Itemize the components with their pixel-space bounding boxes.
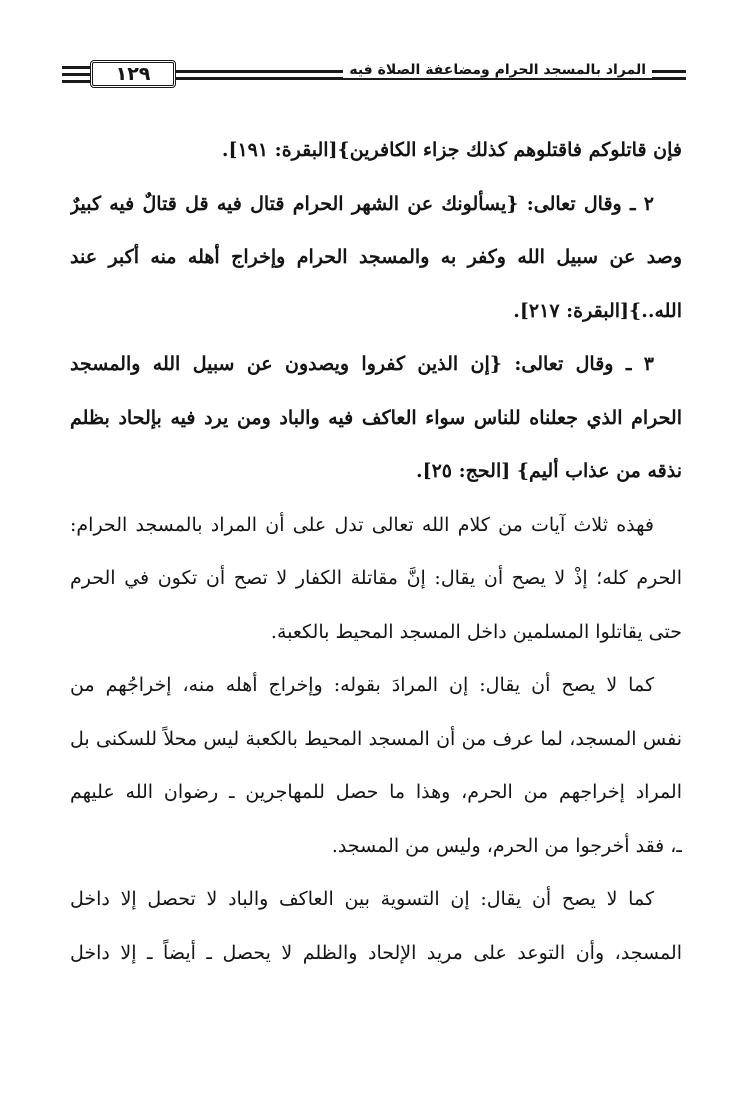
text-line: نفس المسجد، لما عرف من أن المسجد المحيط بالكعبة ليس محلاً للسكنى بل — [70, 727, 682, 750]
header-rule-left — [62, 73, 92, 76]
text-line: ٢ ـ وقال تعالى: {يسألونك عن الشهر الحرام قتال فيه قل قتالٌ فيه كبيرٌ — [70, 192, 654, 215]
header-rule-left — [62, 66, 92, 69]
text-line: الحرام الذي جعلناه للناس سواء العاكف فيه والباد ومن يرد فيه بإلحاد بظلم — [70, 406, 682, 429]
text-line: كما لا يصح أن يقال: إن المرادَ بقوله: وإخراج أهله منه، إخراجُهم من — [70, 674, 654, 696]
page-header — [62, 58, 686, 92]
text-line: المراد إخراجهم من الحرم، وهذا ما حصل للمهاجرين ـ رضوان الله عليهم — [70, 781, 682, 803]
text-line: كما لا يصح أن يقال: إن التسوية بين العاكف والباد لا تحصل إلا داخل — [70, 888, 654, 910]
text-line: وصد عن سبيل الله وكفر به والمسجد الحرام وإخراج أهله منه أكبر عند — [70, 246, 682, 268]
text-line: الحرم كله؛ إذْ لا يصح أن يقال: إنَّ مقاتلة الكفار لا تصح أن تكون في الحرم — [70, 567, 682, 589]
text-line: فإن قاتلوكم فاقتلوهم كذلك جزاء الكافرين}[البقرة: ١٩١]. — [221, 139, 682, 161]
running-title: المراد بالمسجد الحرام ومضاعفة الصلاة فيه — [343, 62, 652, 78]
body-text — [70, 124, 682, 980]
text-line: المسجد، وأن التوعد على مريد الإلحاد والظلم لا يحصل ـ أيضاً ـ إلا داخل — [70, 941, 682, 964]
text-line: حتى يقاتلوا المسلمين داخل المسجد المحيط بالكعبة. — [270, 620, 682, 643]
header-rule-left — [62, 80, 92, 83]
text-line: الله..}[البقرة: ٢١٧]. — [513, 299, 682, 322]
text-line: ٣ ـ وقال تعالى: {إن الذين كفروا ويصدون عن سبيل الله والمسجد — [70, 353, 654, 375]
page-number-box — [90, 60, 176, 88]
page-number: ١٢٩ — [115, 63, 151, 85]
text-line: ـ، فقد أخرجوا من الحرم، وليس من المسجد. — [331, 834, 682, 857]
text-line: نذقه من عذاب أليم} [الحج: ٢٥]. — [415, 460, 682, 482]
text-line: فهذه ثلاث آيات من كلام الله تعالى تدل على أن المراد بالمسجد الحرام: — [70, 513, 654, 536]
